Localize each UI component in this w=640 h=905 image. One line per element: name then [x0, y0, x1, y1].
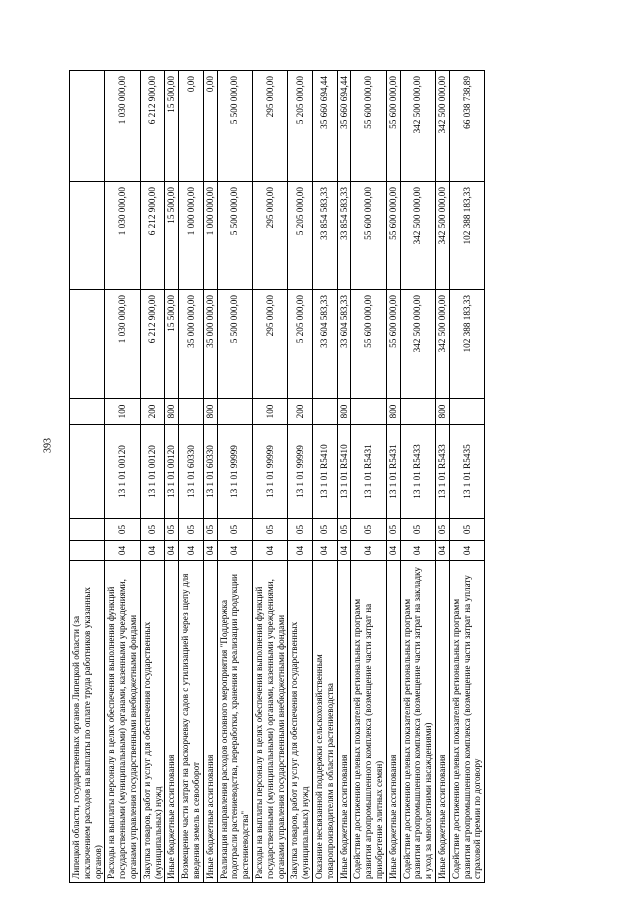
rotated-table-container — [69, 71, 576, 883]
amount-year2-cell: 342 500 000,00 — [435, 182, 449, 290]
amount-year1-cell — [70, 290, 105, 399]
section-code-cell: 04 — [105, 541, 140, 561]
table-row — [140, 71, 165, 883]
amount-year1-cell: 5 205 000,00 — [288, 290, 313, 399]
table-row — [288, 71, 313, 883]
row-name-cell: Липецкой области, государственных органов Липецкой области (за исключением расходов на выплаты по оплате труда работников указанных органов) — [70, 561, 105, 883]
table-row — [203, 71, 217, 883]
expense-type-cell: 800 — [165, 399, 179, 425]
budget-table — [69, 70, 485, 883]
subsection-code-cell: 05 — [203, 519, 217, 541]
expense-type-cell: 800 — [386, 399, 400, 425]
amount-year2-cell: 1 000 000,00 — [203, 182, 217, 290]
target-article-cell: 13 1 01 60330 — [179, 425, 204, 519]
subsection-code-cell: 05 — [288, 519, 313, 541]
subsection-code-cell: 05 — [400, 519, 435, 541]
expense-type-cell — [312, 399, 337, 425]
row-name-cell: Содействие достижению целевых показателей региональных программ развития агропромышленного комплекса (возмещение части затрат на приобретение элитных семян) — [351, 561, 386, 883]
subsection-code-cell: 05 — [351, 519, 386, 541]
row-name-cell: Иные бюджетные ассигнования — [337, 561, 351, 883]
subsection-code-cell: 05 — [337, 519, 351, 541]
amount-year2-cell: 55 600 000,00 — [351, 182, 386, 290]
subsection-code-cell: 05 — [252, 519, 287, 541]
section-code-cell: 04 — [312, 541, 337, 561]
amount-year3-cell: 1 030 000,00 — [105, 71, 140, 182]
amount-year1-cell: 342 500 000,00 — [400, 290, 435, 399]
amount-year3-cell: 0,00 — [179, 71, 204, 182]
amount-year1-cell: 102 388 183,33 — [449, 290, 484, 399]
section-code-cell: 04 — [179, 541, 204, 561]
amount-year3-cell: 55 600 000,00 — [386, 71, 400, 182]
amount-year3-cell: 35 660 694,44 — [312, 71, 337, 182]
table-row — [337, 71, 351, 883]
expense-type-cell — [70, 399, 105, 425]
table-row — [435, 71, 449, 883]
row-name-cell: Содействие достижению целевых показателей региональных программ развития агропромышленного комплекса (возмещение части затрат на уплату страховой премии по договору — [449, 561, 484, 883]
expense-type-cell — [179, 399, 204, 425]
amount-year2-cell: 295 000,00 — [252, 182, 287, 290]
target-article-cell: 13 1 01 R5431 — [351, 425, 386, 519]
target-article-cell: 13 1 01 R5433 — [400, 425, 435, 519]
section-code-cell: 04 — [351, 541, 386, 561]
amount-year1-cell: 33 604 583,33 — [312, 290, 337, 399]
section-code-cell: 04 — [288, 541, 313, 561]
table-row — [70, 71, 105, 883]
row-name-cell: Содействие достижению целевых показателей региональных программ развития агропромышленного комплекса (возмещение части затрат на закладку и уход за многолетними насаждениями) — [400, 561, 435, 883]
table-row — [252, 71, 287, 883]
amount-year1-cell: 33 604 583,33 — [337, 290, 351, 399]
expense-type-cell: 200 — [288, 399, 313, 425]
section-code-cell: 04 — [252, 541, 287, 561]
row-name-cell: Иные бюджетные ассигнования — [203, 561, 217, 883]
row-name-cell: Закупка товаров, работ и услуг для обеспечения государственных (муниципальных) нужд — [288, 561, 313, 883]
target-article-cell: 13 1 01 00120 — [165, 425, 179, 519]
row-name-cell: Закупка товаров, работ и услуг для обеспечения государственных (муниципальных) нужд — [140, 561, 165, 883]
amount-year1-cell: 35 000 000,00 — [203, 290, 217, 399]
row-name-cell: Возмещение части затрат на раскорчевку садов с утилизацией через щепу для введения земель в севооборот — [179, 561, 204, 883]
table-row — [351, 71, 386, 883]
subsection-code-cell: 05 — [312, 519, 337, 541]
amount-year2-cell: 1 030 000,00 — [105, 182, 140, 290]
expense-type-cell: 800 — [203, 399, 217, 425]
amount-year3-cell: 6 212 900,00 — [140, 71, 165, 182]
subsection-code-cell: 05 — [449, 519, 484, 541]
target-article-cell: 13 1 01 R5410 — [312, 425, 337, 519]
amount-year1-cell: 295 000,00 — [252, 290, 287, 399]
amount-year3-cell: 5 500 000,00 — [217, 71, 252, 182]
expense-type-cell: 100 — [105, 399, 140, 425]
amount-year1-cell: 342 500 000,00 — [435, 290, 449, 399]
section-code-cell: 04 — [435, 541, 449, 561]
amount-year3-cell: 342 500 000,00 — [435, 71, 449, 182]
section-code-cell: 04 — [140, 541, 165, 561]
section-code-cell — [70, 541, 105, 561]
amount-year2-cell: 342 500 000,00 — [400, 182, 435, 290]
amount-year2-cell: 1 000 000,00 — [179, 182, 204, 290]
table-row — [400, 71, 435, 883]
amount-year1-cell: 5 500 000,00 — [217, 290, 252, 399]
row-name-cell: Иные бюджетные ассигнования — [386, 561, 400, 883]
table-row — [217, 71, 252, 883]
target-article-cell: 13 1 01 00120 — [105, 425, 140, 519]
section-code-cell: 04 — [400, 541, 435, 561]
amount-year1-cell: 35 000 000,00 — [179, 290, 204, 399]
target-article-cell: 13 1 01 R5431 — [386, 425, 400, 519]
table-row — [312, 71, 337, 883]
subsection-code-cell: 05 — [435, 519, 449, 541]
amount-year1-cell: 1 030 000,00 — [105, 290, 140, 399]
amount-year3-cell: 342 500 000,00 — [400, 71, 435, 182]
section-code-cell: 04 — [203, 541, 217, 561]
target-article-cell — [70, 425, 105, 519]
table-row — [179, 71, 204, 883]
amount-year3-cell — [70, 71, 105, 182]
amount-year2-cell: 33 854 583,33 — [337, 182, 351, 290]
target-article-cell: 13 1 01 R5433 — [435, 425, 449, 519]
subsection-code-cell: 05 — [386, 519, 400, 541]
expense-type-cell — [400, 399, 435, 425]
row-name-cell: Расходы на выплаты персоналу в целях обеспечения выполнения функций государственными (муниципальными) органами, казенными учреждениями, органами управления государственными внебюджетными фондами — [252, 561, 287, 883]
section-code-cell: 04 — [386, 541, 400, 561]
target-article-cell: 13 1 01 R5435 — [449, 425, 484, 519]
expense-type-cell: 200 — [140, 399, 165, 425]
section-code-cell: 04 — [217, 541, 252, 561]
amount-year2-cell: 33 854 583,33 — [312, 182, 337, 290]
expense-type-cell — [217, 399, 252, 425]
amount-year1-cell: 55 600 000,00 — [386, 290, 400, 399]
page-number: 393 — [42, 438, 54, 453]
section-code-cell: 04 — [337, 541, 351, 561]
amount-year2-cell — [70, 182, 105, 290]
target-article-cell: 13 1 01 60330 — [203, 425, 217, 519]
expense-type-cell: 800 — [337, 399, 351, 425]
amount-year3-cell: 295 000,00 — [252, 71, 287, 182]
table-row — [105, 71, 140, 883]
amount-year2-cell: 6 212 900,00 — [140, 182, 165, 290]
table-row — [449, 71, 484, 883]
row-name-cell: Иные бюджетные ассигнования — [435, 561, 449, 883]
amount-year3-cell: 66 038 738,89 — [449, 71, 484, 182]
budget-table-body — [70, 71, 485, 883]
row-name-cell: Оказание несвязанной поддержки сельскохозяйственным товаропроизводителям в области растениеводства — [312, 561, 337, 883]
subsection-code-cell: 05 — [165, 519, 179, 541]
amount-year2-cell: 15 500,00 — [165, 182, 179, 290]
table-row — [165, 71, 179, 883]
amount-year1-cell: 15 500,00 — [165, 290, 179, 399]
amount-year3-cell: 0,00 — [203, 71, 217, 182]
amount-year2-cell: 102 388 183,33 — [449, 182, 484, 290]
amount-year1-cell: 55 600 000,00 — [351, 290, 386, 399]
amount-year1-cell: 6 212 900,00 — [140, 290, 165, 399]
expense-type-cell: 800 — [435, 399, 449, 425]
table-row — [386, 71, 400, 883]
target-article-cell: 13 1 01 R5410 — [337, 425, 351, 519]
section-code-cell: 04 — [449, 541, 484, 561]
subsection-code-cell: 05 — [217, 519, 252, 541]
amount-year3-cell: 15 500,00 — [165, 71, 179, 182]
target-article-cell: 13 1 01 99999 — [252, 425, 287, 519]
subsection-code-cell — [70, 519, 105, 541]
subsection-code-cell: 05 — [105, 519, 140, 541]
target-article-cell: 13 1 01 99999 — [217, 425, 252, 519]
expense-type-cell: 100 — [252, 399, 287, 425]
amount-year2-cell: 55 600 000,00 — [386, 182, 400, 290]
amount-year3-cell: 35 660 694,44 — [337, 71, 351, 182]
row-name-cell: Иные бюджетные ассигнования — [165, 561, 179, 883]
section-code-cell: 04 — [165, 541, 179, 561]
amount-year2-cell: 5 500 000,00 — [217, 182, 252, 290]
target-article-cell: 13 1 01 99999 — [288, 425, 313, 519]
subsection-code-cell: 05 — [179, 519, 204, 541]
subsection-code-cell: 05 — [140, 519, 165, 541]
amount-year2-cell: 5 205 000,00 — [288, 182, 313, 290]
expense-type-cell — [351, 399, 386, 425]
row-name-cell: Расходы на выплаты персоналу в целях обеспечения выполнения функций государственными (муниципальными) органами, казенными учреждениями, органами управления государственными внебюджетными фондами — [105, 561, 140, 883]
expense-type-cell — [449, 399, 484, 425]
row-name-cell: Реализация направления расходов основного мероприятия "Поддержка подотрасли растениеводства, переработки, хранения и реализации продукции растениеводства" — [217, 561, 252, 883]
amount-year3-cell: 55 600 000,00 — [351, 71, 386, 182]
target-article-cell: 13 1 01 00120 — [140, 425, 165, 519]
amount-year3-cell: 5 205 000,00 — [288, 71, 313, 182]
